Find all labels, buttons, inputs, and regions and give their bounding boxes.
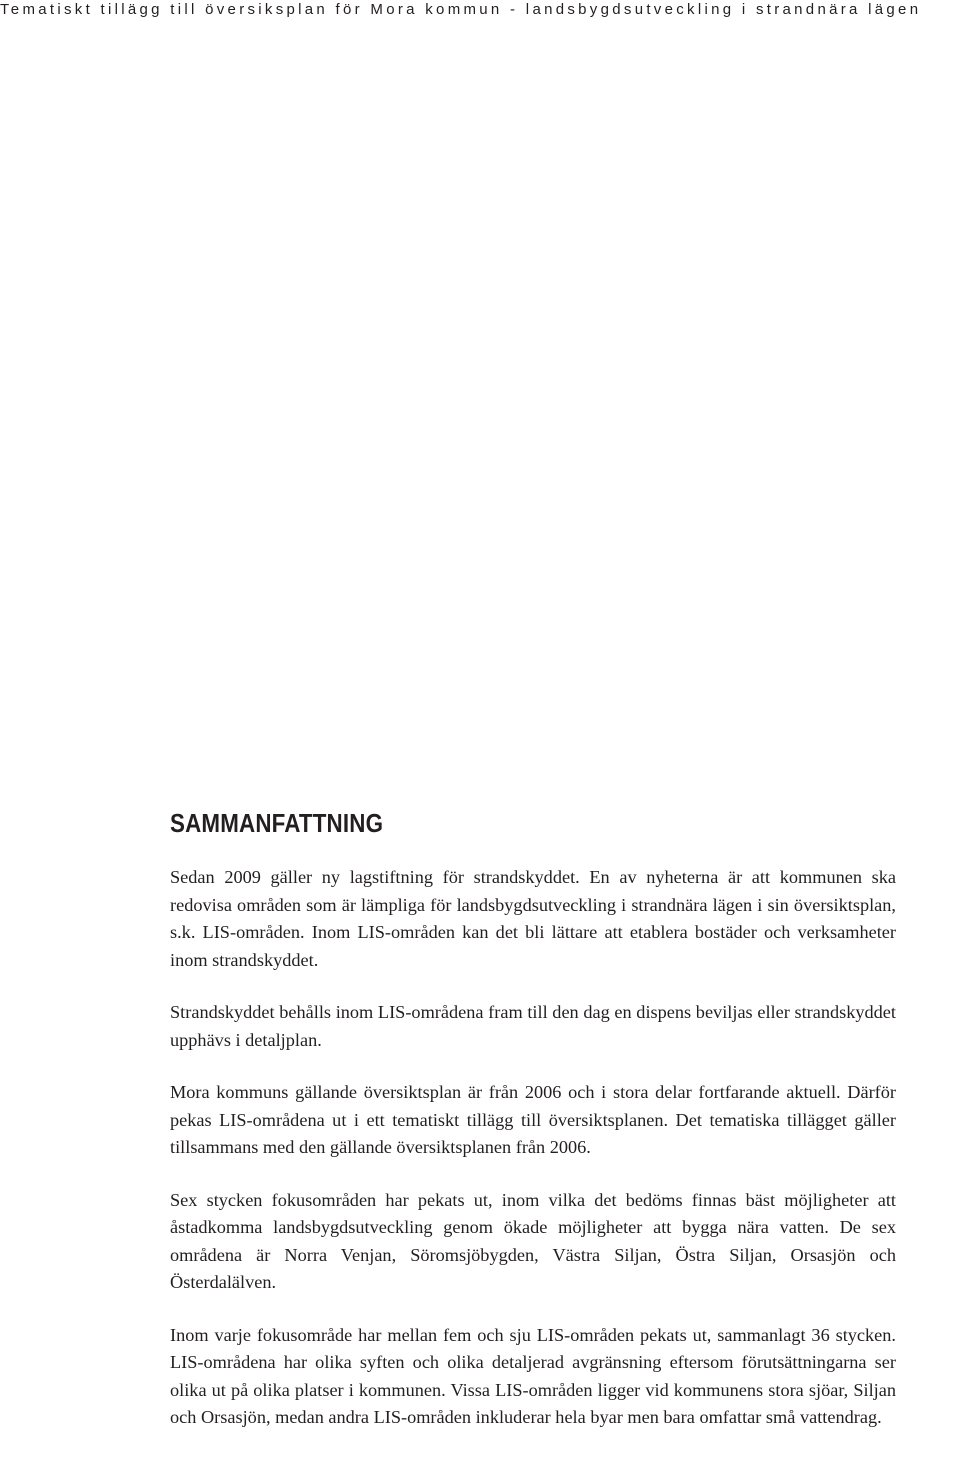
paragraph-4: Sex stycken fokusområden har pekats ut, inom vilka det bedöms finnas bäst möjligheter att åstadkomma landsbygdsutveckling genom ökade möjligheter att bygga nära vatten. De sex områdena är Norra Venjan, Söromsjöbygden, Västra Siljan, Östra Siljan, Orsasjön och Österdalälven. xyxy=(170,1189,896,1292)
summary-section xyxy=(170,806,896,1457)
section-title: SAMMANFATTNING xyxy=(170,808,384,838)
paragraph-1: Sedan 2009 gäller ny lagstiftning för strandskyddet. En av nyheterna är att kommunen ska redovisa områden som är lämpliga för landsbygdsutveckling i strandnära lägen i sin översiktsplan, s.k. LIS-områden. Inom LIS-områden kan det bli lättare att etablera bostäder och verksamheter inom strandskyddet. xyxy=(170,867,896,970)
paragraph-5: Inom varje fokusområde har mellan fem och sju LIS-områden pekats ut, sammanlagt 36 stycken. LIS-områdena har olika syften och olika detaljerad avgränsning eftersom förutsättningarna ser olika ut på olika platser i kommunen. Vissa LIS-områden ligger vid kommunens stora sjöar, Siljan och Orsasjön, medan andra LIS-områden inkluderar hela byar men bara omfattar små vattendrag. xyxy=(170,1324,896,1427)
paragraph-3: Mora kommuns gällande översiktsplan är från 2006 och i stora delar fortfarande aktuell. Därför pekas LIS-områdena ut i ett tematiskt tillägg till översiktsplanen. Det tematiska tillägget gäller tillsammans med den gällande översiktsplanen från 2006. xyxy=(170,1082,896,1157)
running-header: Tematiskt tillägg till översiksplan för Mora kommun - landsbygdsutveckling i strandnära lägen xyxy=(0,1,922,18)
paragraph-2: Strandskyddet behålls inom LIS-områdena fram till den dag en dispens beviljas eller strandskyddet upphävs i detaljplan. xyxy=(170,1002,896,1050)
